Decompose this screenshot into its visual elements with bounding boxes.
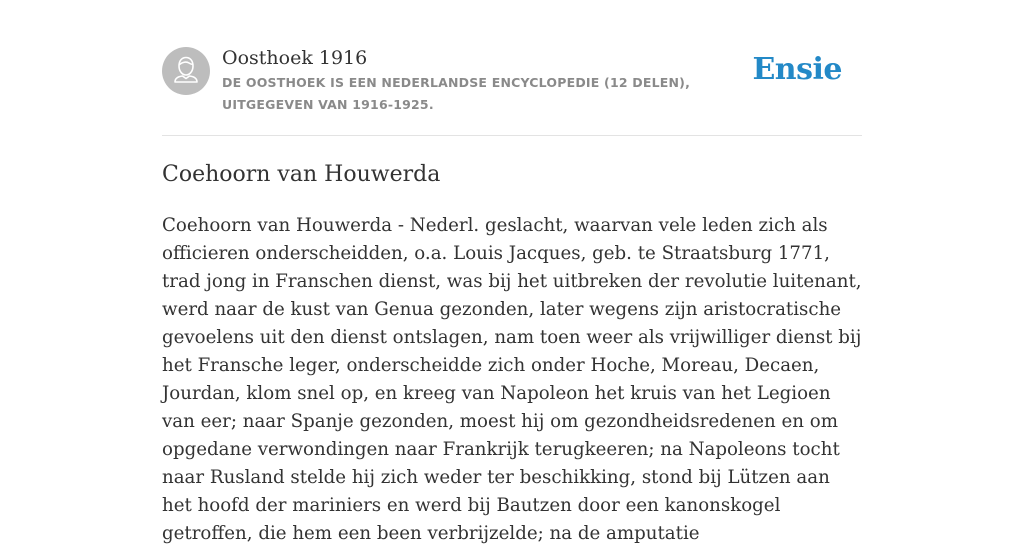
ensie-logo[interactable]: Ensie <box>752 52 842 87</box>
source-description: DE OOSTHOEK IS EEN NEDERLANDSE ENCYCLOPEDIE (12 DELEN), UITGEGEVEN VAN 1916-1925. <box>222 75 691 112</box>
article-title: Coehoorn van Houwerda <box>162 162 441 187</box>
source-header <box>162 44 862 136</box>
source-avatar[interactable] <box>162 47 210 95</box>
article-body: Coehoorn van Houwerda - Nederl. geslacht, waarvan vele leden zich als officieren onderscheidden, o.a. Louis Jacques, geb. te Straatsburg 1771, trad jong in Franschen dienst, was bij het uitbreken der revolutie luitenant, werd naar de kust van Genua gezonden, later wegens zijn aristocratische gevoelens uit den dienst ontslagen, nam toen weer als vrijwilliger dienst bij het Fransche leger, onderscheidde zich onder Hoche, Moreau, Decaen, Jourdan, klom snel op, en kreeg van Napoleon het kruis van het Legioen van eer; naar Spanje gezonden, moest hij om gezondheidsredenen en om opgedane verwondingen naar Frankrijk terugkeeren; na Napoleons tocht naar Rusland stelde hij zich weder ter beschikking, stond bij Lützen aan het hoofd der mariniers en werd bij Bautzen door een kanonskogel getroffen, die hem een been verbrijzelde; na de amputatie <box>162 215 862 544</box>
user-icon <box>162 47 210 95</box>
source-title[interactable]: Oosthoek 1916 <box>222 47 368 69</box>
